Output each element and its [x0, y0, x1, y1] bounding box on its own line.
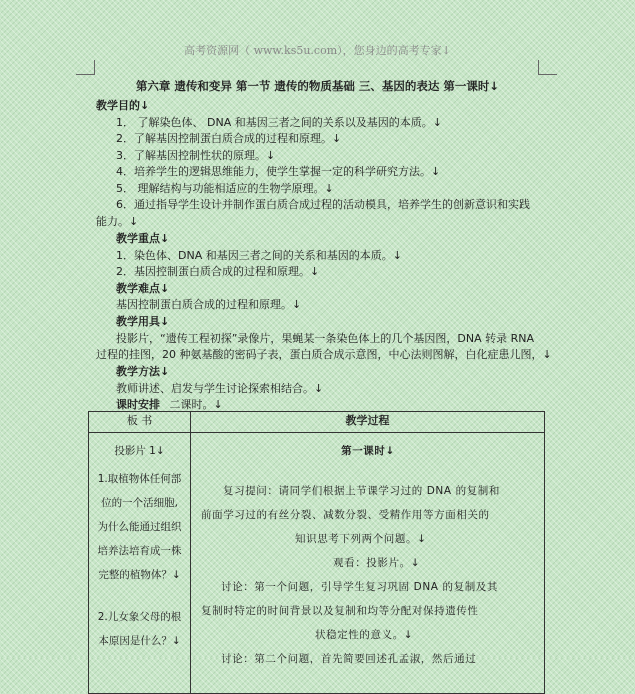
- board-line: 为什么能通过组织: [97, 521, 182, 533]
- process-column: [191, 433, 545, 694]
- objective-item: 1． 了解染色体、 DNA 和基因三者之间的关系以及基因的本质。↓: [116, 116, 442, 129]
- difficulty-heading: 教学难点↓: [116, 282, 170, 295]
- process-line: 复习提问：请同学们根据上节课学习过的 DNA 的复制和: [223, 485, 500, 497]
- margin-corner-left: [76, 60, 95, 75]
- page-title: 第六章 遗传和变异 第一节 遗传的物质基础 三、基因的表达 第一课时↓: [135, 79, 500, 93]
- table-header-board: 板 书: [89, 412, 191, 433]
- process-line: 前面学习过的有丝分裂、减数分裂、受精作用等方面相关的: [201, 509, 490, 521]
- board-line: 完整的植物体？↓: [98, 569, 181, 581]
- page-header: 高考资源网（ www.ks5u.com），您身边的高考专家↓: [184, 44, 451, 57]
- process-line: 知识思考下列两个问题。↓: [295, 533, 427, 545]
- objective-item-continued: 能力。↓: [96, 215, 139, 228]
- materials-heading: 教学用具↓: [116, 315, 170, 328]
- schedule-heading: 课时安排: [116, 398, 160, 411]
- objective-item: 3．了解基因控制性状的原理。↓: [116, 149, 276, 162]
- margin-corner-right: [538, 60, 557, 75]
- materials-line: 过程的挂图，20 种氨基酸的密码子表，蛋白质合成示意图，中心法则图解，白化症患儿图，↓: [96, 348, 552, 361]
- objective-item: 2．了解基因控制蛋白质合成的过程和原理。↓: [116, 132, 342, 145]
- key-points-heading: 教学重点↓: [116, 232, 170, 245]
- objective-item: 6．通过指导学生设计并制作蛋白质合成过程的活动模具，培养学生的创新意识和实践: [116, 198, 530, 211]
- key-point-item: 1．染色体、DNA 和基因三者之间的关系和基因的本质。↓: [116, 249, 402, 262]
- methods-heading: 教学方法↓: [116, 365, 170, 378]
- lesson-heading: 第一课时↓: [341, 445, 395, 457]
- board-column: [89, 433, 191, 694]
- materials-line: 投影片，“遗传工程初探”录像片，果蝇某一条染色体上的几个基因图，DNA 转录 RNA: [116, 332, 535, 345]
- lesson-plan-table: [88, 411, 545, 694]
- board-line: 位的一个活细胞,: [101, 497, 178, 509]
- process-line: 观看：投影片。↓: [333, 557, 421, 569]
- objective-item: 4．培养学生的逻辑思维能力，使学生掌握一定的科学研究方法。↓: [116, 165, 441, 178]
- process-line: 复制时特定的时间背景以及复制和均等分配对保持遗传性: [201, 605, 479, 617]
- difficulty-text: 基因控制蛋白质合成的过程和原理。↓: [116, 298, 302, 311]
- process-line: 讨论：第二个问题，首先简要回述孔孟淑，然后通过: [221, 653, 477, 665]
- key-point-item: 2．基因控制蛋白质合成的过程和原理。↓: [116, 265, 320, 278]
- board-line: 投影片 1↓: [114, 445, 165, 457]
- schedule-value: 二课时。↓: [169, 398, 223, 411]
- schedule-line: [116, 396, 223, 412]
- process-line: 状稳定性的意义。↓: [315, 629, 414, 641]
- methods-text: 教师讲述、启发与学生讨论探索相结合。↓: [116, 382, 324, 395]
- board-line: 本原因是什么？↓: [98, 635, 181, 647]
- objective-item: 5． 理解结构与功能相适应的生物学原理。↓: [116, 182, 334, 195]
- objectives-heading: 教学目的↓: [96, 99, 150, 112]
- board-line: 1.取植物体任何部: [97, 473, 182, 485]
- board-line: 2.儿女象父母的根: [97, 611, 182, 623]
- process-line: 讨论：第一个问题，引导学生复习巩固 DNA 的复制及其: [221, 581, 498, 593]
- board-line: 培养法培育成一株: [97, 545, 182, 557]
- table-header-process: 教学过程: [191, 412, 545, 433]
